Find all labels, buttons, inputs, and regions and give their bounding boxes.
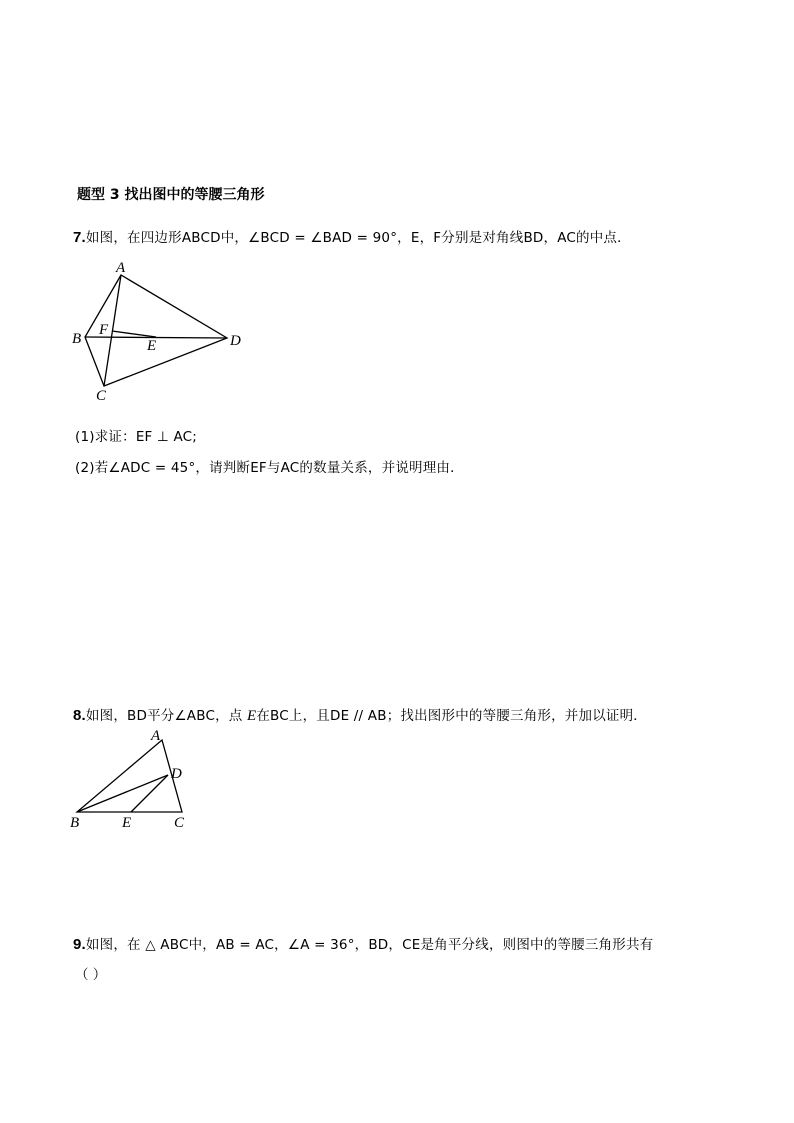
point-label-e: E [147, 338, 157, 354]
question-text-part-2: 在BC上，且DE // AB；找出图形中的等腰三角形，并加以证明． [256, 708, 647, 724]
question-9-stem [73, 933, 653, 953]
answer-blank: （ ） [75, 967, 107, 983]
question-text: 如图，在四边形ABCD中，∠BCD = ∠BAD = 90°，E，F分别是对角线BD，AC的中点． [85, 230, 631, 246]
question-text: 如图，在 △ ABC中，AB = AC，∠A = 36°，BD，CE是角平分线，则图中的等腰三角形共有 [85, 937, 654, 953]
section-title: 题型 3 找出图中的等腰三角形 [77, 187, 265, 203]
segment-bd [77, 775, 168, 812]
point-label-a: A [151, 728, 161, 744]
point-label-c: C [174, 815, 185, 831]
question-7-part-1: (1)求证：EF ⊥ AC; [75, 429, 198, 445]
question-text-part-1: 如图，BD平分∠ABC，点 [85, 708, 247, 724]
point-label-a: A [116, 260, 126, 276]
point-label-e: E [122, 815, 132, 831]
question-variable: E [246, 708, 257, 724]
point-label-d: D [171, 766, 182, 782]
question-number: 9. [73, 936, 86, 953]
point-label-b: B [70, 815, 80, 831]
point-label-f: F [99, 322, 109, 338]
point-label-b: B [72, 331, 82, 347]
question-number: 7. [73, 229, 86, 246]
point-label-d: D [230, 333, 241, 349]
segment-de [131, 775, 168, 812]
question-7-part-2: (2)若∠ADC = 45°，请判断EF与AC的数量关系，并说明理由． [75, 460, 464, 476]
point-label-c: C [96, 388, 107, 404]
question-number: 8. [73, 707, 86, 724]
